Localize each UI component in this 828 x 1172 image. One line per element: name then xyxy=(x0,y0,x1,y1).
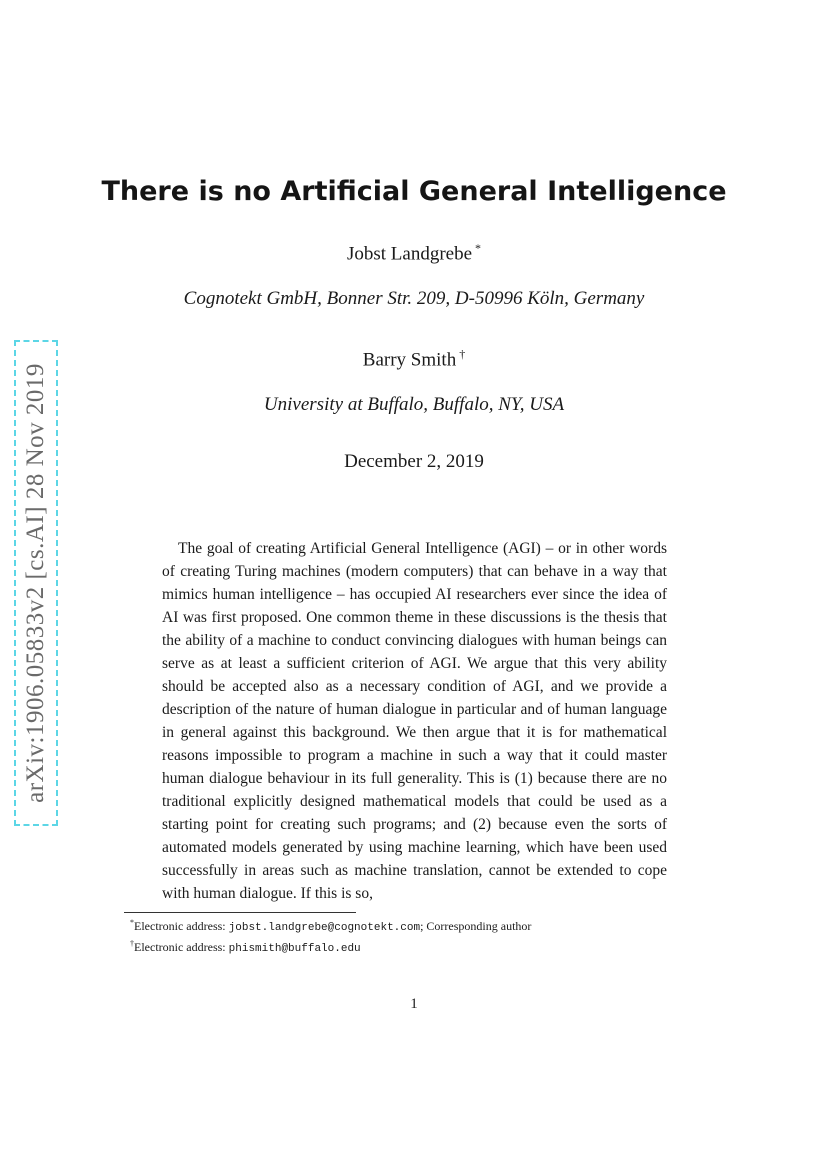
footnote-2 xyxy=(130,936,730,957)
footnote-1-mark: * xyxy=(130,918,134,927)
footnote-1-label: Electronic address: xyxy=(134,919,229,933)
author-2 xyxy=(0,347,828,371)
footnote-1 xyxy=(130,915,730,936)
page-number: 1 xyxy=(410,996,418,1012)
paper-title: There is no Artificial General Intelligence xyxy=(101,176,727,207)
paper-date: December 2, 2019 xyxy=(344,451,484,472)
footnote-2-label: Electronic address: xyxy=(134,940,229,954)
author-2-mark: † xyxy=(459,347,466,361)
author-1 xyxy=(0,241,828,265)
footnote-2-mark: † xyxy=(130,939,134,948)
author-1-name: Jobst Landgrebe xyxy=(346,243,473,265)
abstract-text: The goal of creating Artificial General Intelligence (AGI) – or in other words of creating Turing machines (modern computers) that can behave in a way that mimics human intelligence – has occupied AI researchers ever since the idea of AI was first proposed. One common theme in these discussions is the thesis that the ability of a machine to conduct convincing dialogues with human beings can serve as at least a sufficient criterion of AGI. We argue that this very ability should be accepted also as a necessary condition of AGI, and we provide a description of the nature of human dialogue in particular and of human language in general against this background. We then argue that it is for mathematical reasons impossible to program a machine in such a way that it could master human dialogue behaviour in its full generality. This is (1) because there are no traditional explicitly designed mathematical models that could be used as a starting point for creating such programs; and (2) because even the sorts of automated models generated by using machine learning, which have been used successfully in areas such as machine translation, cannot be extended to cope with human dialogue. If this is so, xyxy=(162,540,667,902)
author-2-name: Barry Smith xyxy=(362,349,457,371)
footnote-2-email[interactable]: phismith@buffalo.edu xyxy=(228,943,361,955)
footnotes xyxy=(130,915,730,957)
footnote-1-email[interactable]: jobst.landgrebe@cognotekt.com xyxy=(228,922,421,934)
footnote-rule xyxy=(124,912,356,913)
author-1-mark: * xyxy=(475,241,482,255)
author-1-affiliation: Cognotekt GmbH, Bonner Str. 209, D-50996 Köln, Germany xyxy=(183,288,645,309)
arxiv-identifier: arXiv:1906.05833v2 [cs.AI] 28 Nov 2019 xyxy=(22,363,49,803)
footnote-1-suffix: ; Corresponding author xyxy=(420,919,532,933)
author-2-affiliation: University at Buffalo, Buffalo, NY, USA xyxy=(263,394,565,415)
